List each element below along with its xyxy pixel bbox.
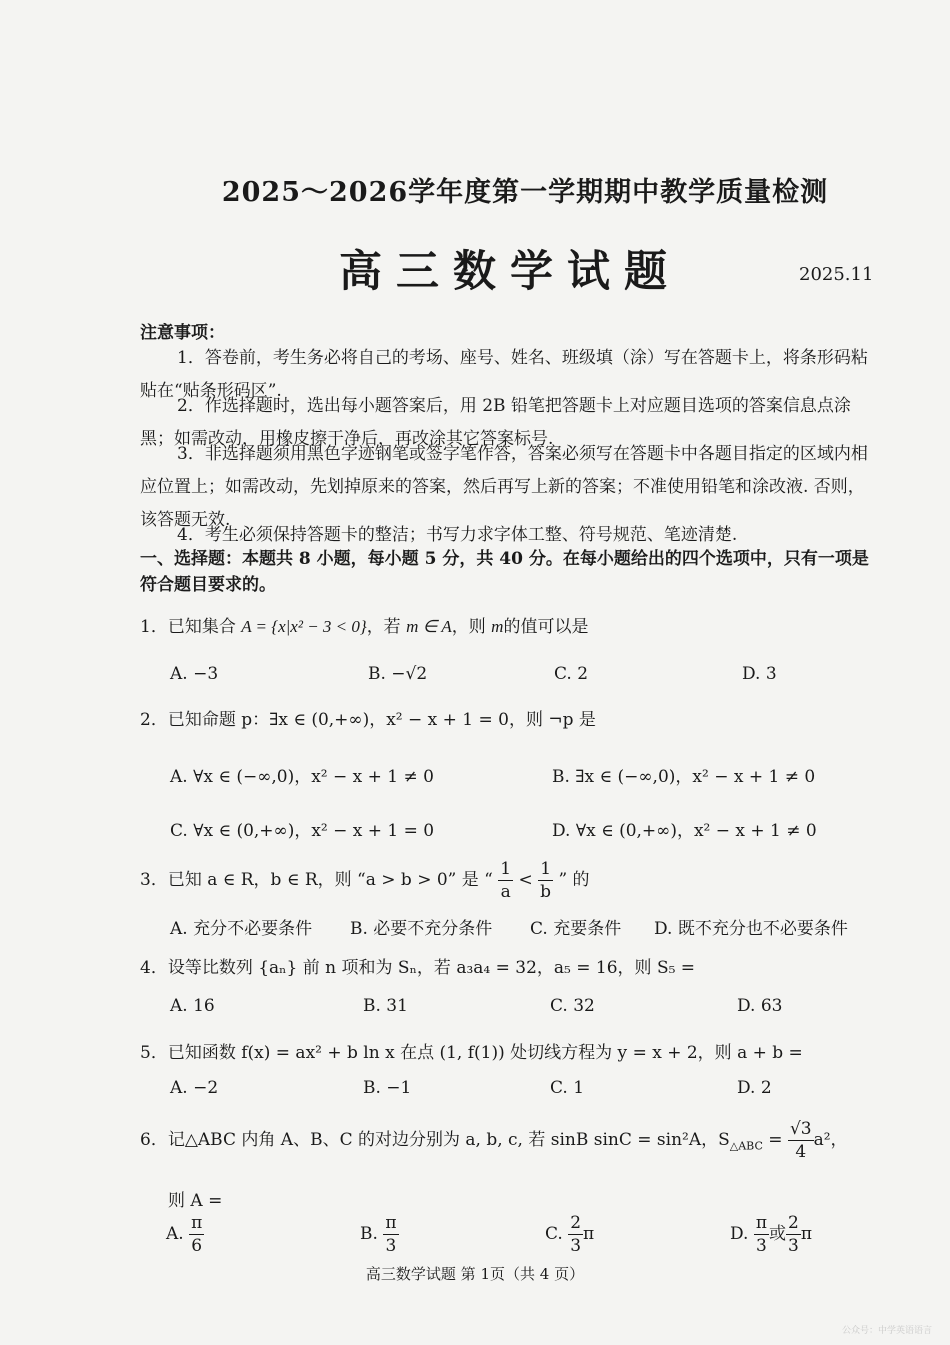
q6-option-d: D. $\frac{\pi}{3}$ 或 $\frac{2}{3}$ π — [730, 1213, 813, 1256]
q1-option-b: B. −√2 — [368, 664, 428, 684]
question-1: 1．已知集合 A = {x|x² − 3 < 0}，若 m ∈ A，则 m的值可以是 — [140, 617, 589, 637]
q3-option-b: B. 必要不充分条件 — [350, 919, 493, 939]
q6-option-b: B. $\frac{\pi}{3}$ — [360, 1213, 397, 1256]
q5-option-c: C. 1 — [550, 1078, 585, 1098]
q4-option-a: A. 16 — [170, 996, 215, 1016]
q2-option-b: B. ∃x ∈ (−∞,0)，x² − x + 1 ≠ 0 — [552, 767, 816, 787]
q3-fraction-2: $\frac{1}{b}$ — [540, 859, 552, 902]
watermark: 公众号：中学英语语言 — [841, 1326, 932, 1336]
question-2: 2．已知命题 p：∃x ∈ (0,+∞)，x² − x + 1 = 0，则 ¬p 是 — [140, 710, 596, 730]
q1-option-d: D. 3 — [742, 664, 777, 684]
exam-date: 2025.11 — [799, 264, 874, 285]
q4-option-c: C. 32 — [550, 996, 595, 1016]
question-3: 3．已知 a ∈ R，b ∈ R，则 “a > b > 0” 是 “ $\frac{1}{a}$ < $\frac{1}{b}$ ” 的 — [140, 859, 590, 902]
q1-option-c: C. 2 — [554, 664, 589, 684]
notice-item-2: 2．作选择题时，选出每小题答案后，用 2B 铅笔把答题卡上对应题目选项的答案信息点涂黑；如需改动，用橡皮擦干净后，再改涂其它答案标号. — [140, 396, 851, 449]
q6-fraction: $\frac{√3}{4}$ — [789, 1119, 812, 1162]
q5-option-a: A. −2 — [170, 1078, 219, 1098]
question-5: 5．已知函数 f(x) = ax² + b ln x 在点 (1, f(1)) 处切线方程为 y = x + 2，则 a + b = — [140, 1043, 803, 1063]
q3-option-c: C. 充要条件 — [530, 919, 622, 939]
question-6: 6．记△ABC 内角 A、B、C 的对边分别为 a, b, c, 若 sinB sinC = sin²A，$S_{\triangle ABC}$ = $\frac{√3}{4}$ a²， — [140, 1119, 848, 1162]
question-4: 4．设等比数列 {aₙ} 前 n 项和为 Sₙ，若 a₃a₄ = 32，a₅ = 16，则 S₅ = — [140, 958, 696, 978]
q2-option-d: D. ∀x ∈ (0,+∞)，x² − x + 1 ≠ 0 — [552, 821, 817, 841]
notice-item-4: 4．考生必须保持答题卡的整洁；书写力求字体工整、符号规范、笔迹清楚. — [177, 525, 738, 545]
paper-title: 高三数学试题 — [339, 247, 681, 297]
q3-fraction-1: $\frac{1}{a}$ — [500, 859, 512, 902]
notice-item-3: 3．非选择题须用黑色字迹钢笔或签字笔作答，答案必须写在答题卡中各题目指定的区域内相应位置上；如需改动，先划掉原来的答案，然后再写上新的答案；不准使用铅笔和涂改液. 否则，该答题无效. — [140, 444, 868, 530]
section-heading: 一、选择题：本题共 8 小题，每小题 5 分，共 40 分。在每小题给出的四个选项中，只有一项是符合题目要求的。 — [140, 549, 869, 595]
q3-option-d: D. 既不充分也不必要条件 — [654, 919, 848, 939]
exam-title: 2025～2026学年度第一学期期中教学质量检测 — [221, 177, 829, 208]
notice-item-1: 1．答卷前，考生务必将自己的考场、座号、姓名、班级填（涂）写在答题卡上，将条形码粘贴在“贴条形码区”. — [140, 348, 868, 401]
q1-option-a: A. −3 — [170, 664, 219, 684]
q2-option-c: C. ∀x ∈ (0,+∞)，x² − x + 1 = 0 — [170, 821, 435, 841]
page-footer: 高三数学试题 第 1页（共 4 页） — [365, 1265, 585, 1283]
q4-option-b: B. 31 — [363, 996, 408, 1016]
q6-option-c: C. $\frac{2}{3}$ π — [545, 1213, 595, 1256]
q3-option-a: A. 充分不必要条件 — [170, 919, 313, 939]
q5-option-d: D. 2 — [737, 1078, 772, 1098]
notice-heading: 注意事项： — [140, 323, 225, 343]
question-6-line2: 则 A = — [168, 1191, 223, 1211]
q6-option-a: A. $\frac{\pi}{6}$ — [166, 1213, 203, 1256]
q5-option-b: B. −1 — [363, 1078, 412, 1098]
q4-option-d: D. 63 — [737, 996, 783, 1016]
q2-option-a: A. ∀x ∈ (−∞,0)，x² − x + 1 ≠ 0 — [170, 767, 434, 787]
